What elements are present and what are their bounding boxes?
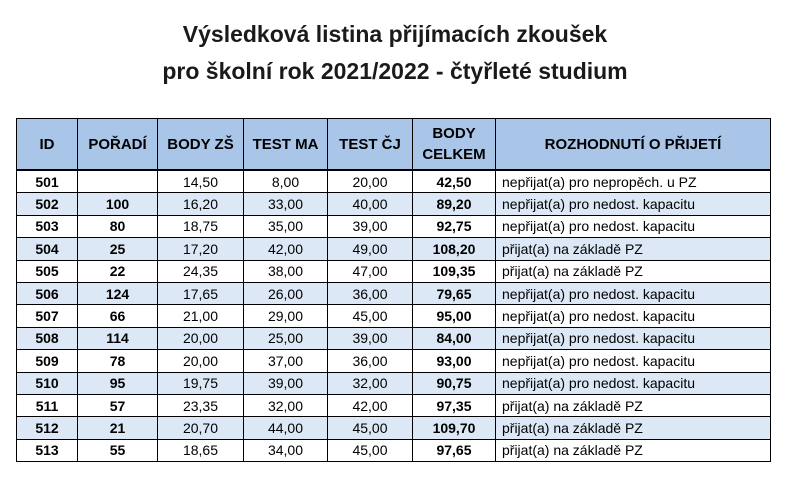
cell-points-zs: 19,75 [158,372,244,394]
cell-test-ma: 38,00 [244,260,328,282]
cell-total: 93,00 [413,350,496,372]
table-row [17,439,771,461]
cell-id: 506 [17,282,78,304]
cell-decision: nepřijat(a) pro nedost. kapacitu [496,193,771,215]
table-row [17,260,771,282]
table-row [17,170,771,193]
cell-total: 108,20 [413,238,496,260]
cell-rank [78,170,158,193]
cell-total: 97,65 [413,439,496,461]
cell-test-cj: 47,00 [328,260,413,282]
cell-rank: 21 [78,417,158,439]
cell-id: 501 [17,170,78,193]
cell-points-zs: 24,35 [158,260,244,282]
cell-test-cj: 45,00 [328,305,413,327]
cell-id: 505 [17,260,78,282]
cell-points-zs: 17,65 [158,282,244,304]
cell-points-zs: 23,35 [158,394,244,416]
cell-test-cj: 20,00 [328,170,413,193]
cell-rank: 80 [78,215,158,237]
table-row [17,193,771,215]
cell-rank: 55 [78,439,158,461]
cell-test-cj: 42,00 [328,394,413,416]
cell-test-cj: 45,00 [328,439,413,461]
cell-points-zs: 17,20 [158,238,244,260]
cell-id: 507 [17,305,78,327]
cell-points-zs: 14,50 [158,170,244,193]
cell-decision: nepřijat(a) pro nedost. kapacitu [496,350,771,372]
cell-id: 513 [17,439,78,461]
cell-decision: nepřijat(a) pro nedost. kapacitu [496,305,771,327]
cell-id: 511 [17,394,78,416]
cell-test-ma: 25,00 [244,327,328,349]
table-row [17,372,771,394]
cell-rank: 95 [78,372,158,394]
cell-test-ma: 39,00 [244,372,328,394]
cell-rank: 124 [78,282,158,304]
cell-decision: nepřijat(a) pro nepropěch. u PZ [496,170,771,193]
cell-points-zs: 20,70 [158,417,244,439]
cell-rank: 78 [78,350,158,372]
header-rank: POŘADÍ [78,119,158,171]
cell-decision: přijat(a) na základě PZ [496,260,771,282]
cell-points-zs: 20,00 [158,350,244,372]
header-total-line-2: CELKEM [422,146,486,163]
cell-test-cj: 32,00 [328,372,413,394]
cell-id: 510 [17,372,78,394]
cell-decision: přijat(a) na základě PZ [496,417,771,439]
table-row [17,417,771,439]
table-row [17,350,771,372]
cell-decision: nepřijat(a) pro nedost. kapacitu [496,282,771,304]
cell-decision: nepřijat(a) pro nedost. kapacitu [496,372,771,394]
cell-points-zs: 18,65 [158,439,244,461]
cell-total: 42,50 [413,170,496,193]
table-header-row [17,119,771,171]
cell-rank: 25 [78,238,158,260]
cell-id: 512 [17,417,78,439]
cell-decision: přijat(a) na základě PZ [496,394,771,416]
cell-test-ma: 34,00 [244,439,328,461]
cell-rank: 114 [78,327,158,349]
header-total-points [413,119,496,171]
cell-points-zs: 20,00 [158,327,244,349]
cell-total: 89,20 [413,193,496,215]
cell-test-ma: 26,00 [244,282,328,304]
table-row [17,282,771,304]
header-test-cj: TEST ČJ [328,119,413,171]
table-row [17,394,771,416]
cell-total: 90,75 [413,372,496,394]
document-title-line-2: pro školní rok 2021/2022 - čtyřleté studium [162,58,628,84]
cell-decision: nepřijat(a) pro nedost. kapacitu [496,215,771,237]
cell-id: 508 [17,327,78,349]
cell-total: 109,70 [413,417,496,439]
cell-decision: přijat(a) na základě PZ [496,439,771,461]
cell-test-cj: 49,00 [328,238,413,260]
cell-total: 92,75 [413,215,496,237]
cell-total: 84,00 [413,327,496,349]
cell-total: 109,35 [413,260,496,282]
table-row [17,238,771,260]
cell-test-ma: 8,00 [244,170,328,193]
cell-rank: 100 [78,193,158,215]
results-table [16,118,771,462]
cell-test-ma: 42,00 [244,238,328,260]
header-id: ID [17,119,78,171]
header-decision: ROZHODNUTÍ O PŘIJETÍ [496,119,771,171]
cell-test-cj: 40,00 [328,193,413,215]
header-total-line-1: BODY [432,125,476,142]
document-title-line-1: Výsledková listina přijímacích zkoušek [182,21,608,47]
cell-test-ma: 35,00 [244,215,328,237]
cell-test-ma: 37,00 [244,350,328,372]
cell-points-zs: 18,75 [158,215,244,237]
header-points-zs: BODY ZŠ [158,119,244,171]
cell-test-cj: 36,00 [328,350,413,372]
table-row [17,305,771,327]
cell-test-ma: 33,00 [244,193,328,215]
cell-id: 504 [17,238,78,260]
cell-rank: 66 [78,305,158,327]
cell-test-ma: 32,00 [244,394,328,416]
cell-test-cj: 45,00 [328,417,413,439]
cell-id: 509 [17,350,78,372]
cell-test-cj: 39,00 [328,215,413,237]
cell-test-ma: 44,00 [244,417,328,439]
cell-points-zs: 16,20 [158,193,244,215]
cell-decision: přijat(a) na základě PZ [496,238,771,260]
cell-total: 79,65 [413,282,496,304]
cell-rank: 22 [78,260,158,282]
cell-id: 503 [17,215,78,237]
cell-test-cj: 39,00 [328,327,413,349]
cell-points-zs: 21,00 [158,305,244,327]
cell-total: 95,00 [413,305,496,327]
cell-rank: 57 [78,394,158,416]
cell-total: 97,35 [413,394,496,416]
cell-id: 502 [17,193,78,215]
table-row [17,215,771,237]
cell-decision: nepřijat(a) pro nedost. kapacitu [496,327,771,349]
table-row [17,327,771,349]
cell-test-ma: 29,00 [244,305,328,327]
cell-test-cj: 36,00 [328,282,413,304]
header-test-ma: TEST MA [244,119,328,171]
